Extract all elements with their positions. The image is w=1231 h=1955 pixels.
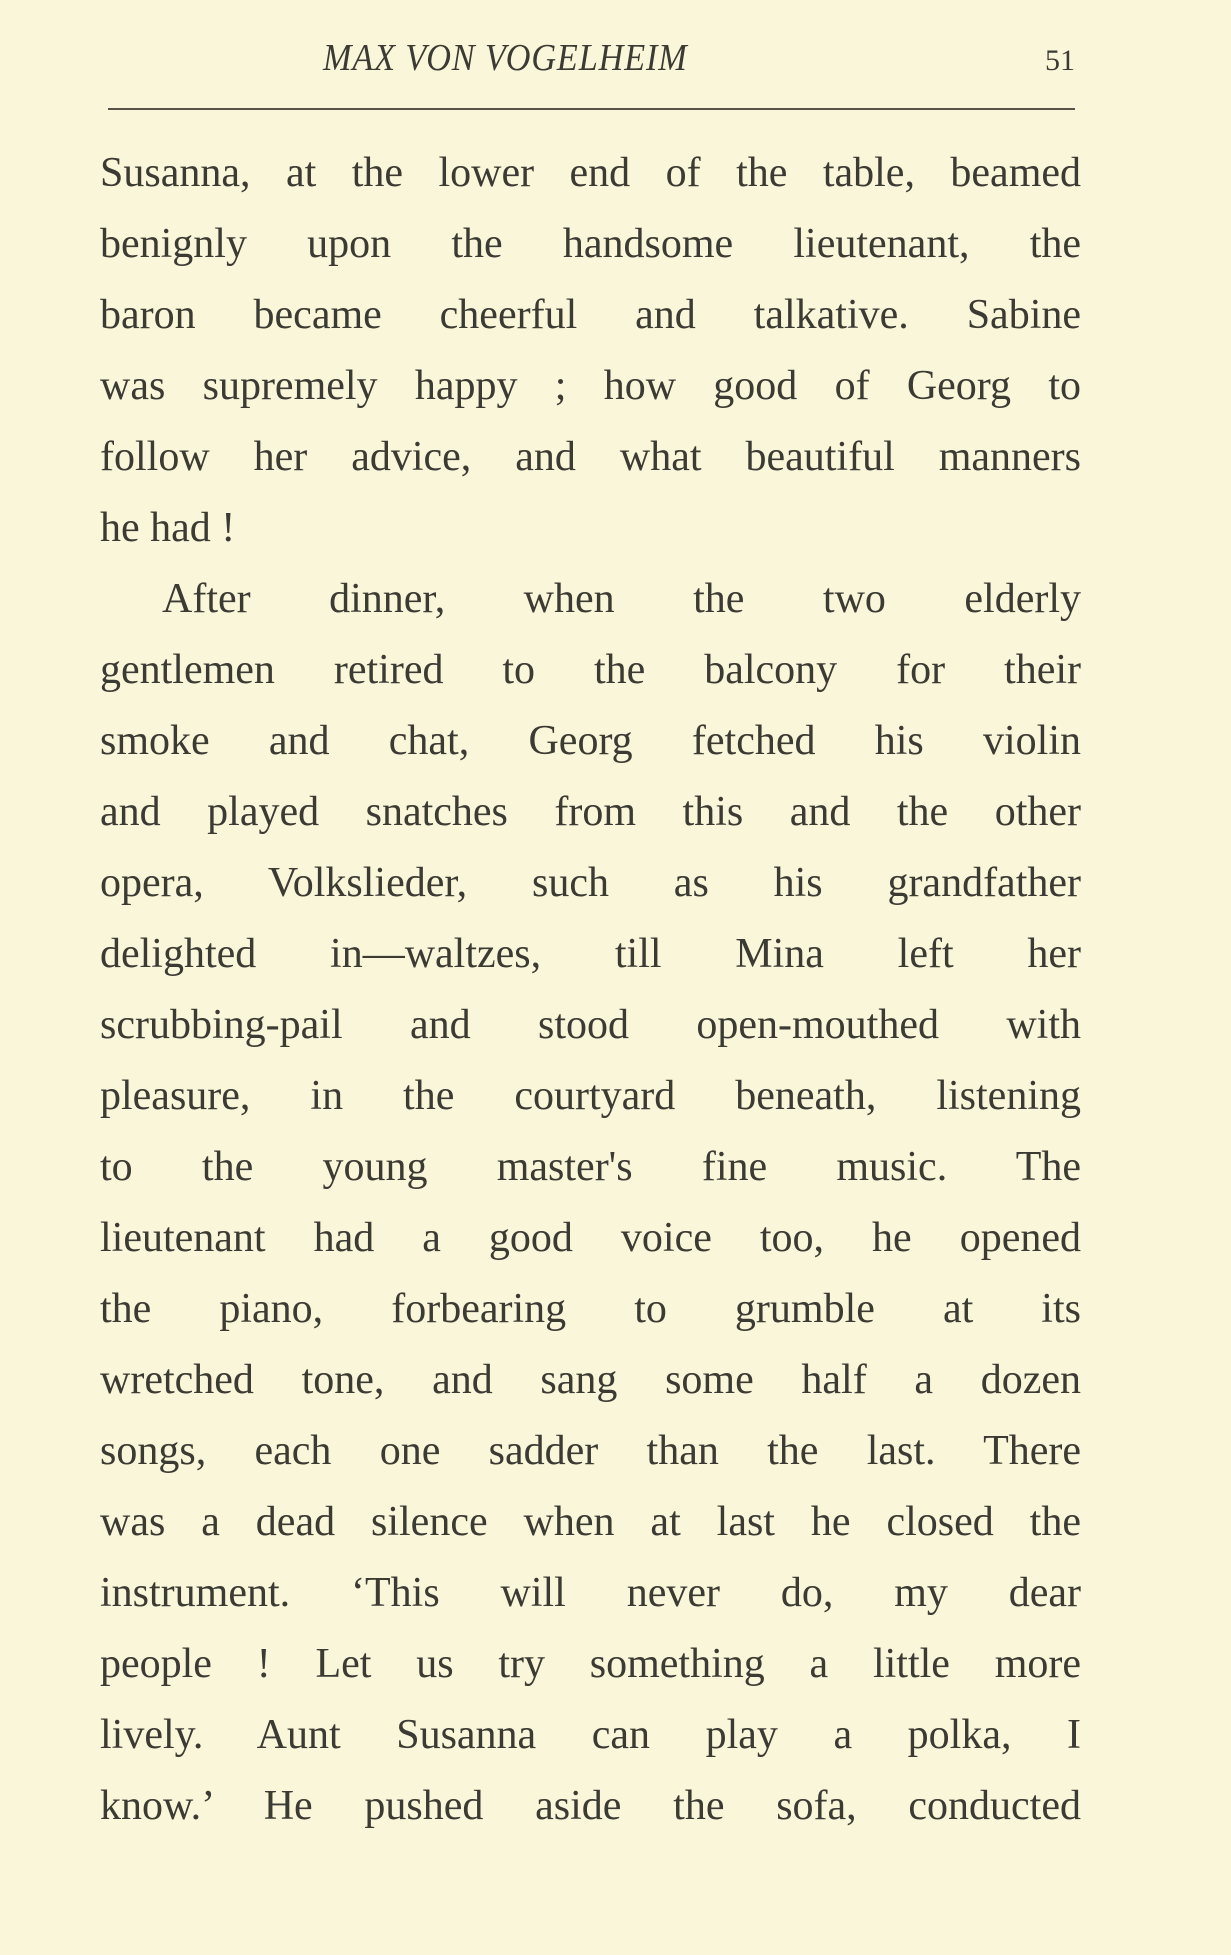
text-line [100,1345,1081,1416]
text-line-content: gentlemen retired to the balcony for their [100,647,1081,693]
text-line [100,919,1081,990]
page-number: 51 [1045,44,1075,77]
text-line-content: opera, Volkslieder, such as his grandfather [100,860,1081,906]
text-line [100,990,1081,1061]
text-line-content: songs, each one sadder than the last. There [100,1428,1081,1474]
text-line-content: he had ! [100,505,236,551]
text-line-content: wretched tone, and sang some half a dozen [100,1357,1081,1403]
text-line [100,635,1081,706]
text-line [100,1061,1081,1132]
text-line-content: was a dead silence when at last he closed the [100,1499,1081,1545]
text-line [100,564,1081,635]
text-line [100,209,1081,280]
text-line-content: smoke and chat, Georg fetched his violin [100,718,1081,764]
text-line [100,138,1081,209]
text-line-content: know.’ He pushed aside the sofa, conducted [100,1783,1081,1829]
text-line [100,493,1081,564]
text-line [100,351,1081,422]
text-line [100,1771,1081,1842]
text-line-content: baron became cheerful and talkative. Sabine [100,292,1081,338]
text-line [100,1558,1081,1629]
text-line [100,1416,1081,1487]
text-line [100,1700,1081,1771]
text-line-content: lively. Aunt Susanna can play a polka, I [100,1712,1081,1758]
text-line-content: lieutenant had a good voice too, he opened [100,1215,1081,1261]
text-line-content: to the young master's fine music. The [100,1144,1081,1190]
text-line-content: was supremely happy ; how good of Georg to [100,363,1081,409]
text-line [100,1132,1081,1203]
text-line-content: follow her advice, and what beautiful manners [100,434,1081,480]
text-line [100,422,1081,493]
text-line-content: pleasure, in the courtyard beneath, listening [100,1073,1081,1119]
header-rule [108,108,1075,110]
text-line [100,1203,1081,1274]
text-line-content: people ! Let us try something a little more [100,1641,1081,1687]
text-line-content: scrubbing-pail and stood open-mouthed with [100,1002,1081,1048]
running-header [108,30,1075,90]
text-line-content: instrument. ‘This will never do, my dear [100,1570,1081,1616]
text-line [100,1487,1081,1558]
text-line-content: After dinner, when the two elderly [162,576,1081,622]
text-line-content: the piano, forbearing to grumble at its [100,1286,1081,1332]
text-line-content: and played snatches from this and the other [100,789,1081,835]
running-title: MAX VON VOGELHEIM [323,37,688,79]
text-line-content: Susanna, at the lower end of the table, beamed [100,150,1081,196]
body-text [100,138,1081,1842]
text-line [100,777,1081,848]
text-line-content: delighted in—waltzes, till Mina left her [100,931,1081,977]
text-line [100,1629,1081,1700]
text-line [100,848,1081,919]
text-line-content: benignly upon the handsome lieutenant, the [100,221,1081,267]
text-line [100,280,1081,351]
text-line [100,706,1081,777]
text-line [100,1274,1081,1345]
